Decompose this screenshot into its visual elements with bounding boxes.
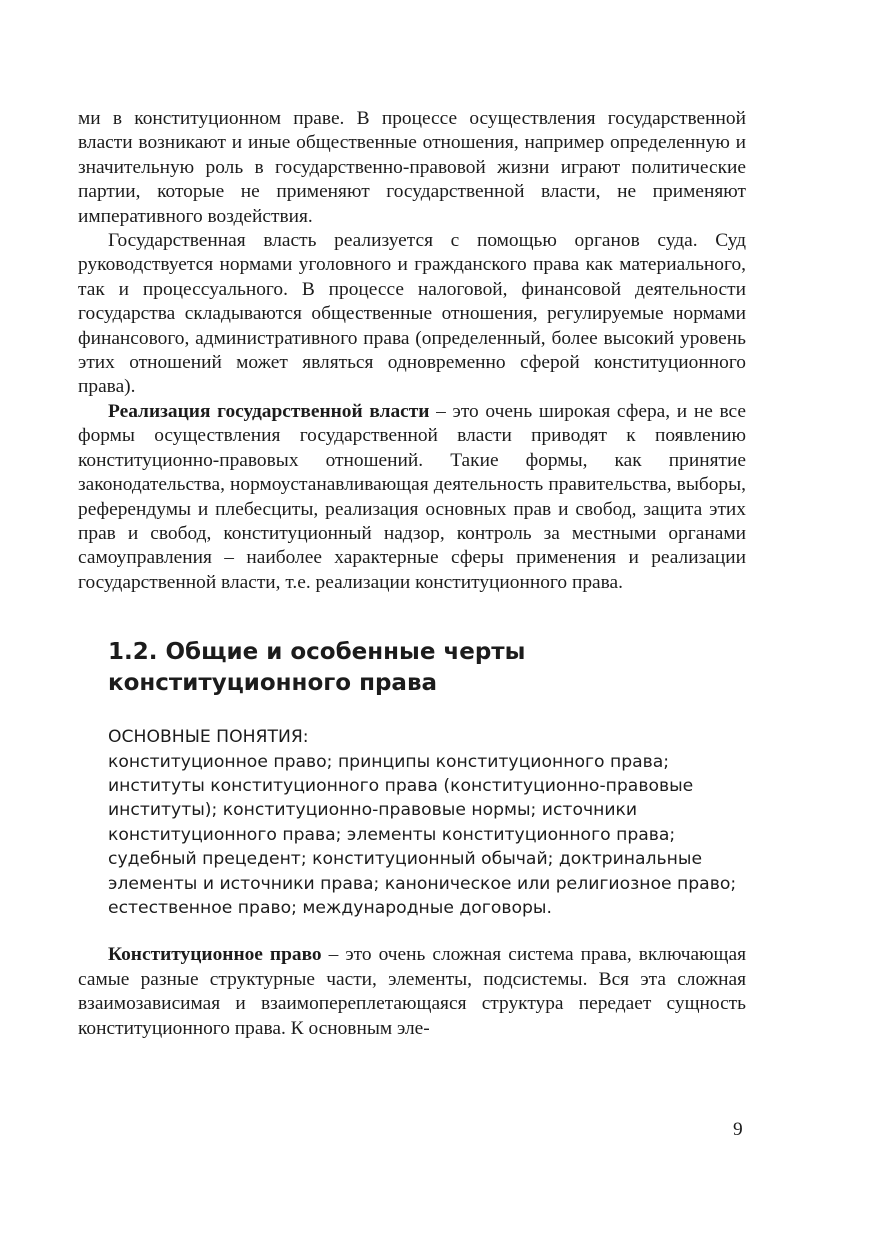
term-constitutional-law: Конституционное право: [108, 944, 322, 966]
paragraph-state-power-courts: Государственная власть реализуется с помощью органов суда. Суд руководствуется нормами уголовного и гражданского права как материального, так и процессуального. В процессе налоговой, финансовой деятельности государства складываются общественные отношения, регулируемые нормами финансового, административного права (определенный, более высокий уровень этих отношений может являться одновременно сферой конституционного права).: [78, 230, 746, 398]
paragraph-constitutional-law: [78, 943, 746, 1041]
term-state-power-realization: Реализация государственной власти: [108, 400, 430, 422]
paragraph-continuation: ми в конституционном праве. В процессе осуществления государственной власти возникают и иные общественные отношения, например определенную и значительную роль в государственно-правовой жизни играют политические партии, которые не применяют государственной власти, не применяют императивного воздействия.: [78, 108, 746, 227]
paragraph-text: – это очень широкая сфера, и не все формы осуществления государственной власти приводят к появлению конституционно-правовых отношений. Такие формы, как принятие законодательства, нормоустанавливающая деятельность правительства, выборы, референдумы и плебесциты, реализация основных прав и свобод, защита этих прав и свобод, конституционный надзор, контроль за местными органами самоуправления – наиболее характерные сферы применения и реализации государственной власти, т.е. реализации конституционного права.: [78, 400, 746, 593]
paragraph-text: – это очень сложная система права, включающая самые разные структурные части, элементы, подсистемы. Вся эта сложная взаимозависимая и взаимопереплетающаяся структура передает сущность конституционного права. К основным эле-: [78, 944, 746, 1039]
key-concepts-block: [108, 725, 746, 920]
key-concepts-list: конституционное право; принципы конституционного права; институты конституционного права (конституционно-правовые институты); конституционно-правовые нормы; источники конституционного права; элементы конституционного права; судебный прецедент; конституционный обычай; доктринальные элементы и источники права; каноническое или религиозное право; естественное право; международные договоры.: [108, 751, 737, 918]
page-body: [78, 107, 746, 1041]
section-heading-line-2: конституционного права: [108, 670, 438, 697]
section-heading-line-1: 1.2. Общие и особенные черты: [108, 639, 526, 666]
paragraph-state-power-realization: [78, 400, 746, 595]
key-concepts-label: ОСНОВНЫЕ ПОНЯТИЯ:: [108, 727, 309, 748]
page-number: 9: [733, 1119, 743, 1140]
section-heading: [108, 637, 746, 699]
